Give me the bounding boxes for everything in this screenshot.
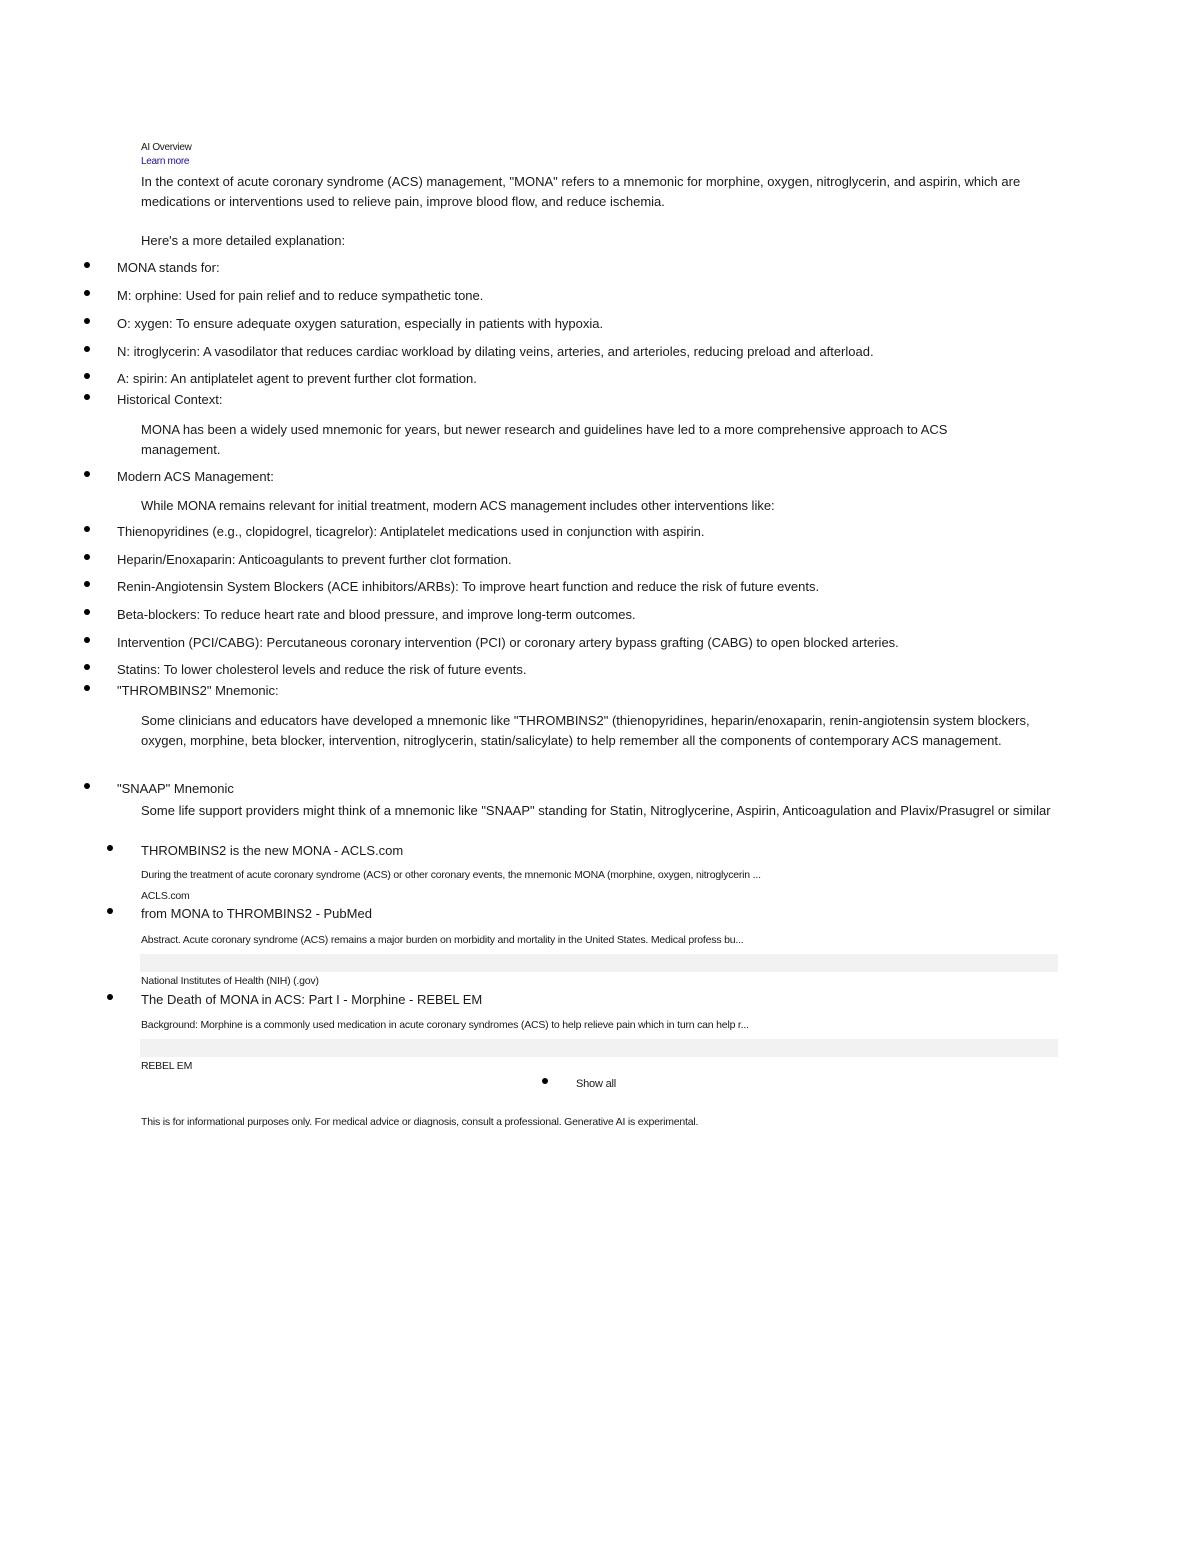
modern-item-statins: Statins: To lower cholesterol levels and reduce the risk of future events. — [117, 662, 527, 677]
bullet-icon — [542, 1078, 548, 1084]
bullet-icon — [84, 373, 90, 379]
snaap-heading: "SNAAP" Mnemonic — [117, 781, 234, 796]
intro-paragraph: In the context of acute coronary syndrome (ACS) management, "MONA" refers to a mnemonic for morphine, oxygen, nitroglycerin, and aspirin, which are medications or interventions used to relieve pain, improve blood flow, and reduce ischemia. — [141, 174, 1021, 209]
snaap-text: Some life support providers might think of a mnemonic like "SNAAP" standing for Statin, Nitroglycerine, Aspirin, Anticoagulation and Plavix/Prasugrel or similar — [141, 803, 1051, 818]
bullet-icon — [107, 845, 113, 851]
modern-item-thienopyridines: Thienopyridines (e.g., clopidogrel, ticagrelor): Antiplatelet medications used in conjunction with aspirin. — [117, 524, 705, 539]
source-divider — [140, 1039, 1058, 1057]
source-snippet-acls: During the treatment of acute coronary syndrome (ACS) or other coronary events, the mnemonic MONA (morphine, oxygen, nitroglycerin ... — [141, 869, 761, 881]
modern-heading: Modern ACS Management: — [117, 469, 274, 484]
bullet-icon — [84, 526, 90, 532]
modern-item-intervention: Intervention (PCI/CABG): Percutaneous coronary intervention (PCI) or coronary artery bypass grafting (CABG) to open blocked arteries. — [117, 635, 899, 650]
bullet-icon — [84, 609, 90, 615]
source-title-rebel-em[interactable]: The Death of MONA in ACS: Part I - Morphine - REBEL EM — [141, 992, 483, 1007]
bullet-icon — [84, 346, 90, 352]
source-site-rebel-em: REBEL EM — [141, 1060, 193, 1072]
modern-item-beta-blockers: Beta-blockers: To reduce heart rate and blood pressure, and improve long-term outcomes. — [117, 607, 636, 622]
source-snippet-rebel-em: Background: Morphine is a commonly used medication in acute coronary syndromes (ACS) to help relieve pain which in turn can help r... — [141, 1019, 749, 1031]
bullet-icon — [84, 637, 90, 643]
bullet-icon — [84, 783, 90, 789]
bullet-icon — [84, 290, 90, 296]
bullet-icon — [107, 994, 113, 1000]
source-site-pubmed: National Institutes of Health (NIH) (.gov) — [141, 975, 319, 987]
thrombins-heading: "THROMBINS2" Mnemonic: — [117, 683, 279, 698]
source-site-acls: ACLS.com — [141, 890, 190, 902]
mona-item-nitroglycerin: N: itroglycerin: A vasodilator that reduces cardiac workload by dilating veins, arteries, and arterioles, reducing preload and afterload. — [117, 344, 874, 359]
disclaimer: This is for informational purposes only. For medical advice or diagnosis, consult a professional. Generative AI is experimental. — [141, 1116, 699, 1128]
mona-item-oxygen: O: xygen: To ensure adequate oxygen saturation, especially in patients with hypoxia. — [117, 316, 604, 331]
learn-more-link[interactable]: Learn more — [141, 156, 190, 167]
mona-heading: MONA stands for: — [117, 260, 220, 275]
historical-heading: Historical Context: — [117, 392, 223, 407]
bullet-icon — [107, 908, 113, 914]
modern-item-heparin: Heparin/Enoxaparin: Anticoagulants to prevent further clot formation. — [117, 552, 512, 567]
mona-item-aspirin: A: spirin: An antiplatelet agent to prevent further clot formation. — [117, 371, 477, 386]
modern-text: While MONA remains relevant for initial treatment, modern ACS management includes other interventions like: — [141, 498, 775, 513]
bullet-icon — [84, 581, 90, 587]
source-divider — [140, 954, 1058, 972]
bullet-icon — [84, 685, 90, 691]
bullet-icon — [84, 471, 90, 477]
mona-item-morphine: M: orphine: Used for pain relief and to reduce sympathetic tone. — [117, 288, 484, 303]
thrombins-text: Some clinicians and educators have developed a mnemonic like "THROMBINS2" (thienopyridines, heparin/enoxaparin, renin-angiotensin system blockers, oxygen, morphine, beta blocker, intervention, nitroglycerin, statin/salicylate) to help remember all the components of contemporary ACS management. — [141, 713, 1030, 748]
bullet-icon — [84, 318, 90, 324]
historical-text: MONA has been a widely used mnemonic for years, but newer research and guidelines have led to a more comprehensive approach to ACS management. — [141, 422, 948, 457]
source-snippet-pubmed: Abstract. Acute coronary syndrome (ACS) remains a major burden on morbidity and mortality in the United States. Medical profess bu... — [141, 934, 744, 946]
ai-overview-title: AI Overview — [141, 142, 192, 153]
bullet-icon — [84, 664, 90, 670]
bullet-icon — [84, 262, 90, 268]
detail-lead: Here's a more detailed explanation: — [141, 233, 346, 248]
source-title-acls[interactable]: THROMBINS2 is the new MONA - ACLS.com — [141, 843, 404, 858]
show-all-button[interactable]: Show all — [576, 1078, 616, 1090]
source-title-pubmed[interactable]: from MONA to THROMBINS2 - PubMed — [141, 906, 372, 921]
modern-item-raas-blockers: Renin-Angiotensin System Blockers (ACE inhibitors/ARBs): To improve heart function and reduce the risk of future events. — [117, 579, 820, 594]
bullet-icon — [84, 554, 90, 560]
bullet-icon — [84, 394, 90, 400]
